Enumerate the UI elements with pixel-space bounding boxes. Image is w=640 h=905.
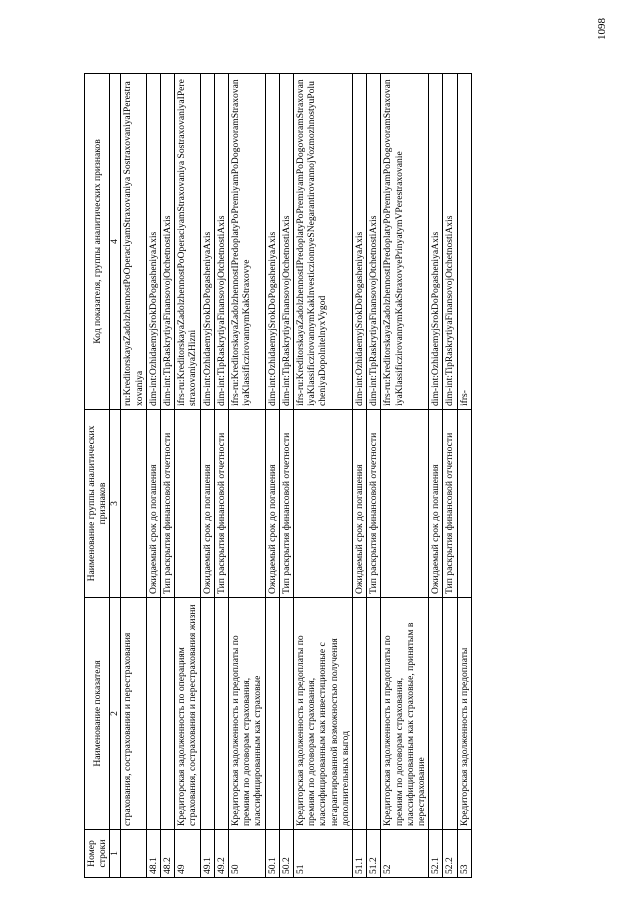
indicator-name-cell: страхования, сострахования и перестрахования — [121, 598, 146, 830]
indicator-name-cell — [200, 598, 214, 830]
row-number-cell: 50.1 — [265, 830, 279, 878]
group-name-cell — [457, 410, 471, 598]
indicator-code-cell: ifrs-ru:KreditorskayaZadolzhennostIPredoplatyPoPremiyamPoDogovoramStraxovaniyaKlassificzirovannymKakStraxovyePrinyatymVPerestraxovanie — [381, 74, 429, 410]
indicator-code-cell: dim-int:OzhidaemyjSrokDoPogasheniyaAxis — [146, 74, 160, 410]
row-number-cell: 48.2 — [161, 830, 175, 878]
indicator-name-cell — [161, 598, 175, 830]
row-number-cell: 49.2 — [214, 830, 228, 878]
rotated-table-container — [84, 74, 612, 878]
table-row — [353, 74, 367, 878]
table-row — [229, 74, 266, 878]
indicator-code-cell: ifrs-ru:KreditorskayaZadolzhennostIPredoplatyPoPremiyamPoDogovoramStraxovaniyaKlassificzirovannymKakStraxovye — [229, 74, 266, 410]
row-number-cell: 51 — [294, 830, 353, 878]
group-name-cell: Тип раскрытия финансовой отчетности — [443, 410, 457, 598]
table-row — [457, 74, 471, 878]
indicator-code-cell: ru:KreditorskayaZadolzhennostPoOperaciyamStraxovaniya SostraxovaniyaIPerestraxovaniya — [121, 74, 146, 410]
indicator-name-cell: Кредиторская задолженность и предоплаты — [457, 598, 471, 830]
table-row — [279, 74, 293, 878]
table-row — [175, 74, 200, 878]
group-name-cell — [294, 410, 353, 598]
group-name-cell — [121, 410, 146, 598]
table-row — [265, 74, 279, 878]
indicator-code-cell: dim-int:TipRaskrytiyaFinansovojOtchetnostiAxis — [279, 74, 293, 410]
indicator-code-cell: dim-int:OzhidaemyjSrokDoPogasheniyaAxis — [429, 74, 443, 410]
group-name-cell: Ожидаемый срок до погашения — [146, 410, 160, 598]
indicator-code-cell: dim-int:OzhidaemyjSrokDoPogasheniyaAxis — [265, 74, 279, 410]
indicator-name-cell — [353, 598, 367, 830]
column-index: 1 — [110, 830, 121, 878]
indicator-code-cell: ifrs-ru:KreditorskayaZadolzhennostIPredoplatyPoPremiyamPoDogovoramStraxovaniyaKlassificzirovannymKakInvesticzionnyeSNegarantirovannojVozmozhnostyuPolucheniyaDopolnitelnyxVygod — [294, 74, 353, 410]
row-number-cell: 53 — [457, 830, 471, 878]
indicator-name-cell — [146, 598, 160, 830]
indicator-name-cell: Кредиторская задолженность по операциям страхования, сострахования и перестрахования жизни — [175, 598, 200, 830]
indicator-code-cell: dim-int:TipRaskrytiyaFinansovojOtchetnostiAxis — [367, 74, 381, 410]
row-number-cell: 50.2 — [279, 830, 293, 878]
table-row — [294, 74, 353, 878]
indicator-code-cell: ifrs- — [457, 74, 471, 410]
row-number-cell: 52.2 — [443, 830, 457, 878]
indicator-name-cell — [265, 598, 279, 830]
indicator-code-cell: dim-int:OzhidaemyjSrokDoPogasheniyaAxis — [353, 74, 367, 410]
group-name-cell: Ожидаемый срок до погашения — [353, 410, 367, 598]
indicator-name-cell: Кредиторская задолженность и предоплаты по премиям по договорам страхования, классифицированным как страховые — [229, 598, 266, 830]
row-number-cell: 51.2 — [367, 830, 381, 878]
row-number-cell: 52 — [381, 830, 429, 878]
row-number-cell: 52.1 — [429, 830, 443, 878]
indicator-name-cell — [443, 598, 457, 830]
column-index-row — [110, 74, 121, 878]
group-name-cell — [381, 410, 429, 598]
row-number-cell: 50 — [229, 830, 266, 878]
indicator-name-cell: Кредиторская задолженность и предоплаты по премиям по договорам страхования, классифицированным как страховые, принятым в перестрахование — [381, 598, 429, 830]
table-row — [429, 74, 443, 878]
header-indicator-name: Наименование показателя — [85, 598, 110, 830]
indicator-name-cell — [367, 598, 381, 830]
column-index: 2 — [110, 598, 121, 830]
header-row-number: Номер строки — [85, 830, 110, 878]
indicator-table — [84, 73, 472, 878]
column-index: 3 — [110, 410, 121, 598]
group-name-cell: Ожидаемый срок до погашения — [200, 410, 214, 598]
group-name-cell: Ожидаемый срок до погашения — [265, 410, 279, 598]
row-number-cell: 49 — [175, 830, 200, 878]
header-code: Код показателя, группы аналитических признаков — [85, 74, 110, 410]
group-name-cell: Тип раскрытия финансовой отчетности — [214, 410, 228, 598]
indicator-name-cell: Кредиторская задолженность и предоплаты по премиям по договорам страхования, классифицированным как инвестиционные с негарантированной возможностью получения дополнительных выгод — [294, 598, 353, 830]
indicator-code-cell: dim-int:TipRaskrytiyaFinansovojOtchetnostiAxis — [214, 74, 228, 410]
group-name-cell: Ожидаемый срок до погашения — [429, 410, 443, 598]
group-name-cell: Тип раскрытия финансовой отчетности — [367, 410, 381, 598]
table-row — [146, 74, 160, 878]
row-number-cell — [121, 830, 146, 878]
table-row — [367, 74, 381, 878]
page-number: 1098 — [596, 18, 608, 40]
indicator-code-cell: dim-int:TipRaskrytiyaFinansovojOtchetnostiAxis — [161, 74, 175, 410]
table-row — [161, 74, 175, 878]
group-name-cell: Тип раскрытия финансовой отчетности — [279, 410, 293, 598]
row-number-cell: 48.1 — [146, 830, 160, 878]
table-row — [214, 74, 228, 878]
indicator-name-cell — [429, 598, 443, 830]
table-body — [121, 74, 471, 878]
table-row — [443, 74, 457, 878]
row-number-cell: 51.1 — [353, 830, 367, 878]
header-group-name: Наименование группы аналитических признаков — [85, 410, 110, 598]
indicator-code-cell: ifrs-ru:KreditorskayaZadolzhennostPoOperaciyamStraxovaniya SostraxovaniyaIPerestraxovaniyaZHizni — [175, 74, 200, 410]
indicator-code-cell: dim-int:OzhidaemyjSrokDoPogasheniyaAxis — [200, 74, 214, 410]
table-row — [381, 74, 429, 878]
table-row — [200, 74, 214, 878]
indicator-name-cell — [279, 598, 293, 830]
indicator-name-cell — [214, 598, 228, 830]
table-row — [121, 74, 146, 878]
row-number-cell: 49.1 — [200, 830, 214, 878]
indicator-code-cell: dim-int:TipRaskrytiyaFinansovojOtchetnostiAxis — [443, 74, 457, 410]
table-header-row — [85, 74, 110, 878]
column-index: 4 — [110, 74, 121, 410]
group-name-cell — [175, 410, 200, 598]
group-name-cell — [229, 410, 266, 598]
group-name-cell: Тип раскрытия финансовой отчетности — [161, 410, 175, 598]
